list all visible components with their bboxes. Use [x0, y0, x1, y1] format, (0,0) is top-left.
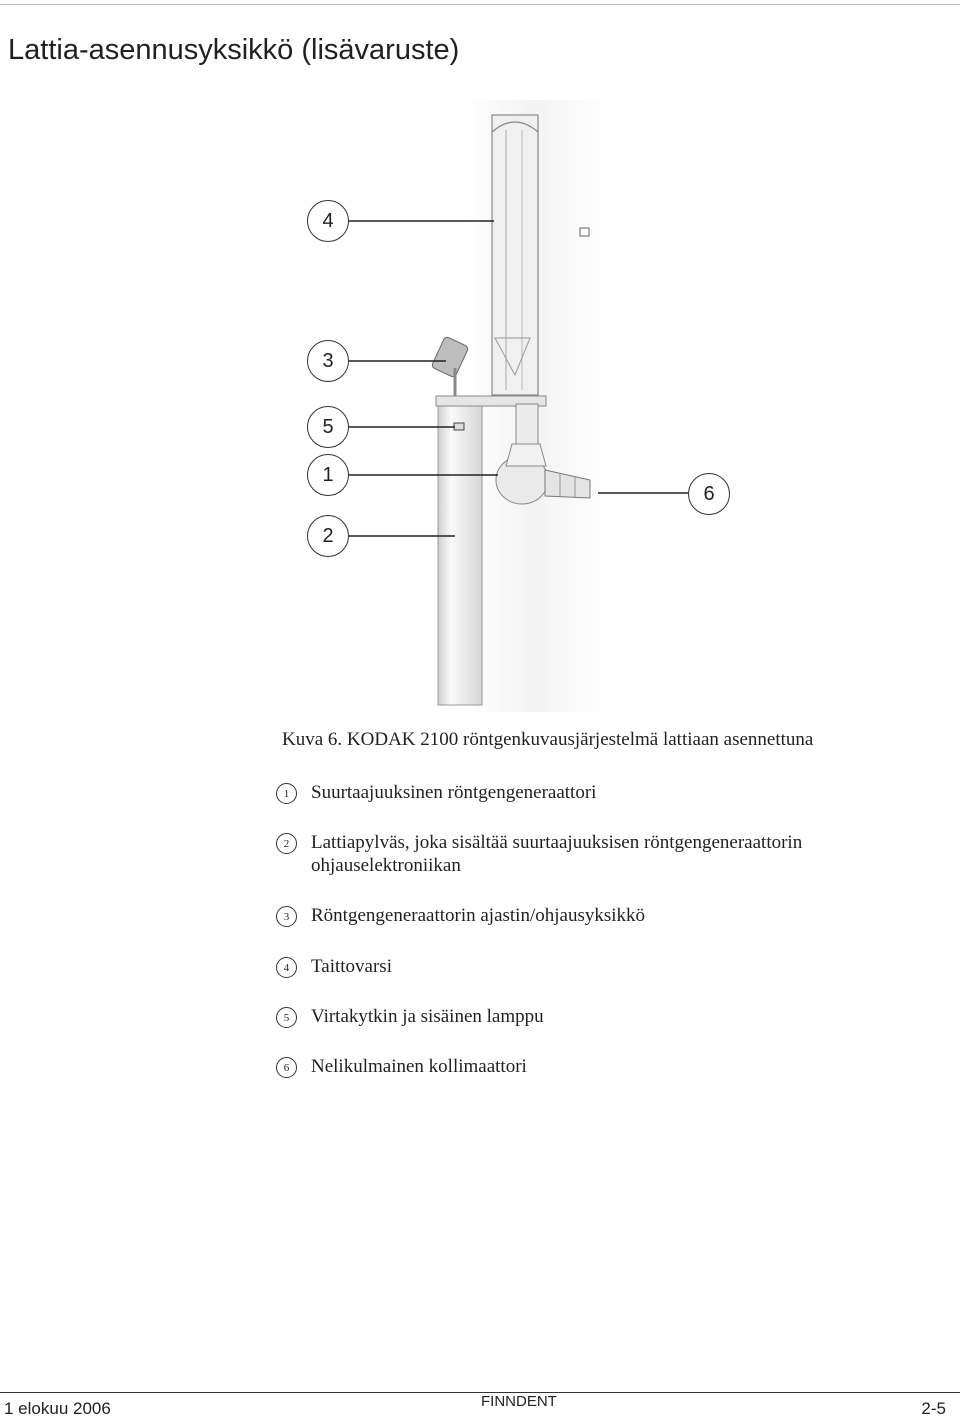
- footer-brand: FINNDENT: [481, 1393, 557, 1410]
- legend-text: Suurtaajuuksinen röntgengeneraattori: [311, 782, 597, 803]
- legend-text: Nelikulmainen kollimaattori: [311, 1056, 527, 1077]
- callout-1: 1: [307, 454, 349, 496]
- callout-3: 3: [307, 340, 349, 382]
- callout-2: 2: [307, 515, 349, 557]
- legend-number: 4: [276, 957, 297, 978]
- power-switch: [454, 423, 464, 430]
- footer-page-number: 2-5: [921, 1399, 946, 1418]
- legend-text: Röntgengeneraattorin ajastin/ohjausyksikkö: [311, 905, 646, 926]
- legend-number: 3: [276, 906, 297, 927]
- legend-text: Virtakytkin ja sisäinen lamppu: [311, 1006, 544, 1027]
- floor-column: [438, 405, 482, 705]
- figure-caption: Kuva 6. KODAK 2100 röntgenkuvausjärjestelmä lattiaan asennettuna: [282, 729, 814, 750]
- callout-6: 6: [688, 473, 730, 515]
- legend-text: Lattiapylväs, joka sisältää suurtaajuuksisen röntgengeneraattorin ohjauselektroniikan: [311, 832, 803, 876]
- legend-number: 2: [276, 833, 297, 854]
- footer-date: 1 elokuu 2006: [4, 1399, 111, 1418]
- callout-5: 5: [307, 406, 349, 448]
- folding-arm: [492, 115, 538, 395]
- footer-rule: [0, 1392, 960, 1393]
- page-title: Lattia-asennusyksikkö (lisävaruste): [8, 34, 460, 66]
- legend-number: 6: [276, 1057, 297, 1078]
- callout-4: 4: [307, 200, 349, 242]
- legend-text: Taittovarsi: [311, 956, 392, 977]
- legend-number: 1: [276, 783, 297, 804]
- legend-number: 5: [276, 1007, 297, 1028]
